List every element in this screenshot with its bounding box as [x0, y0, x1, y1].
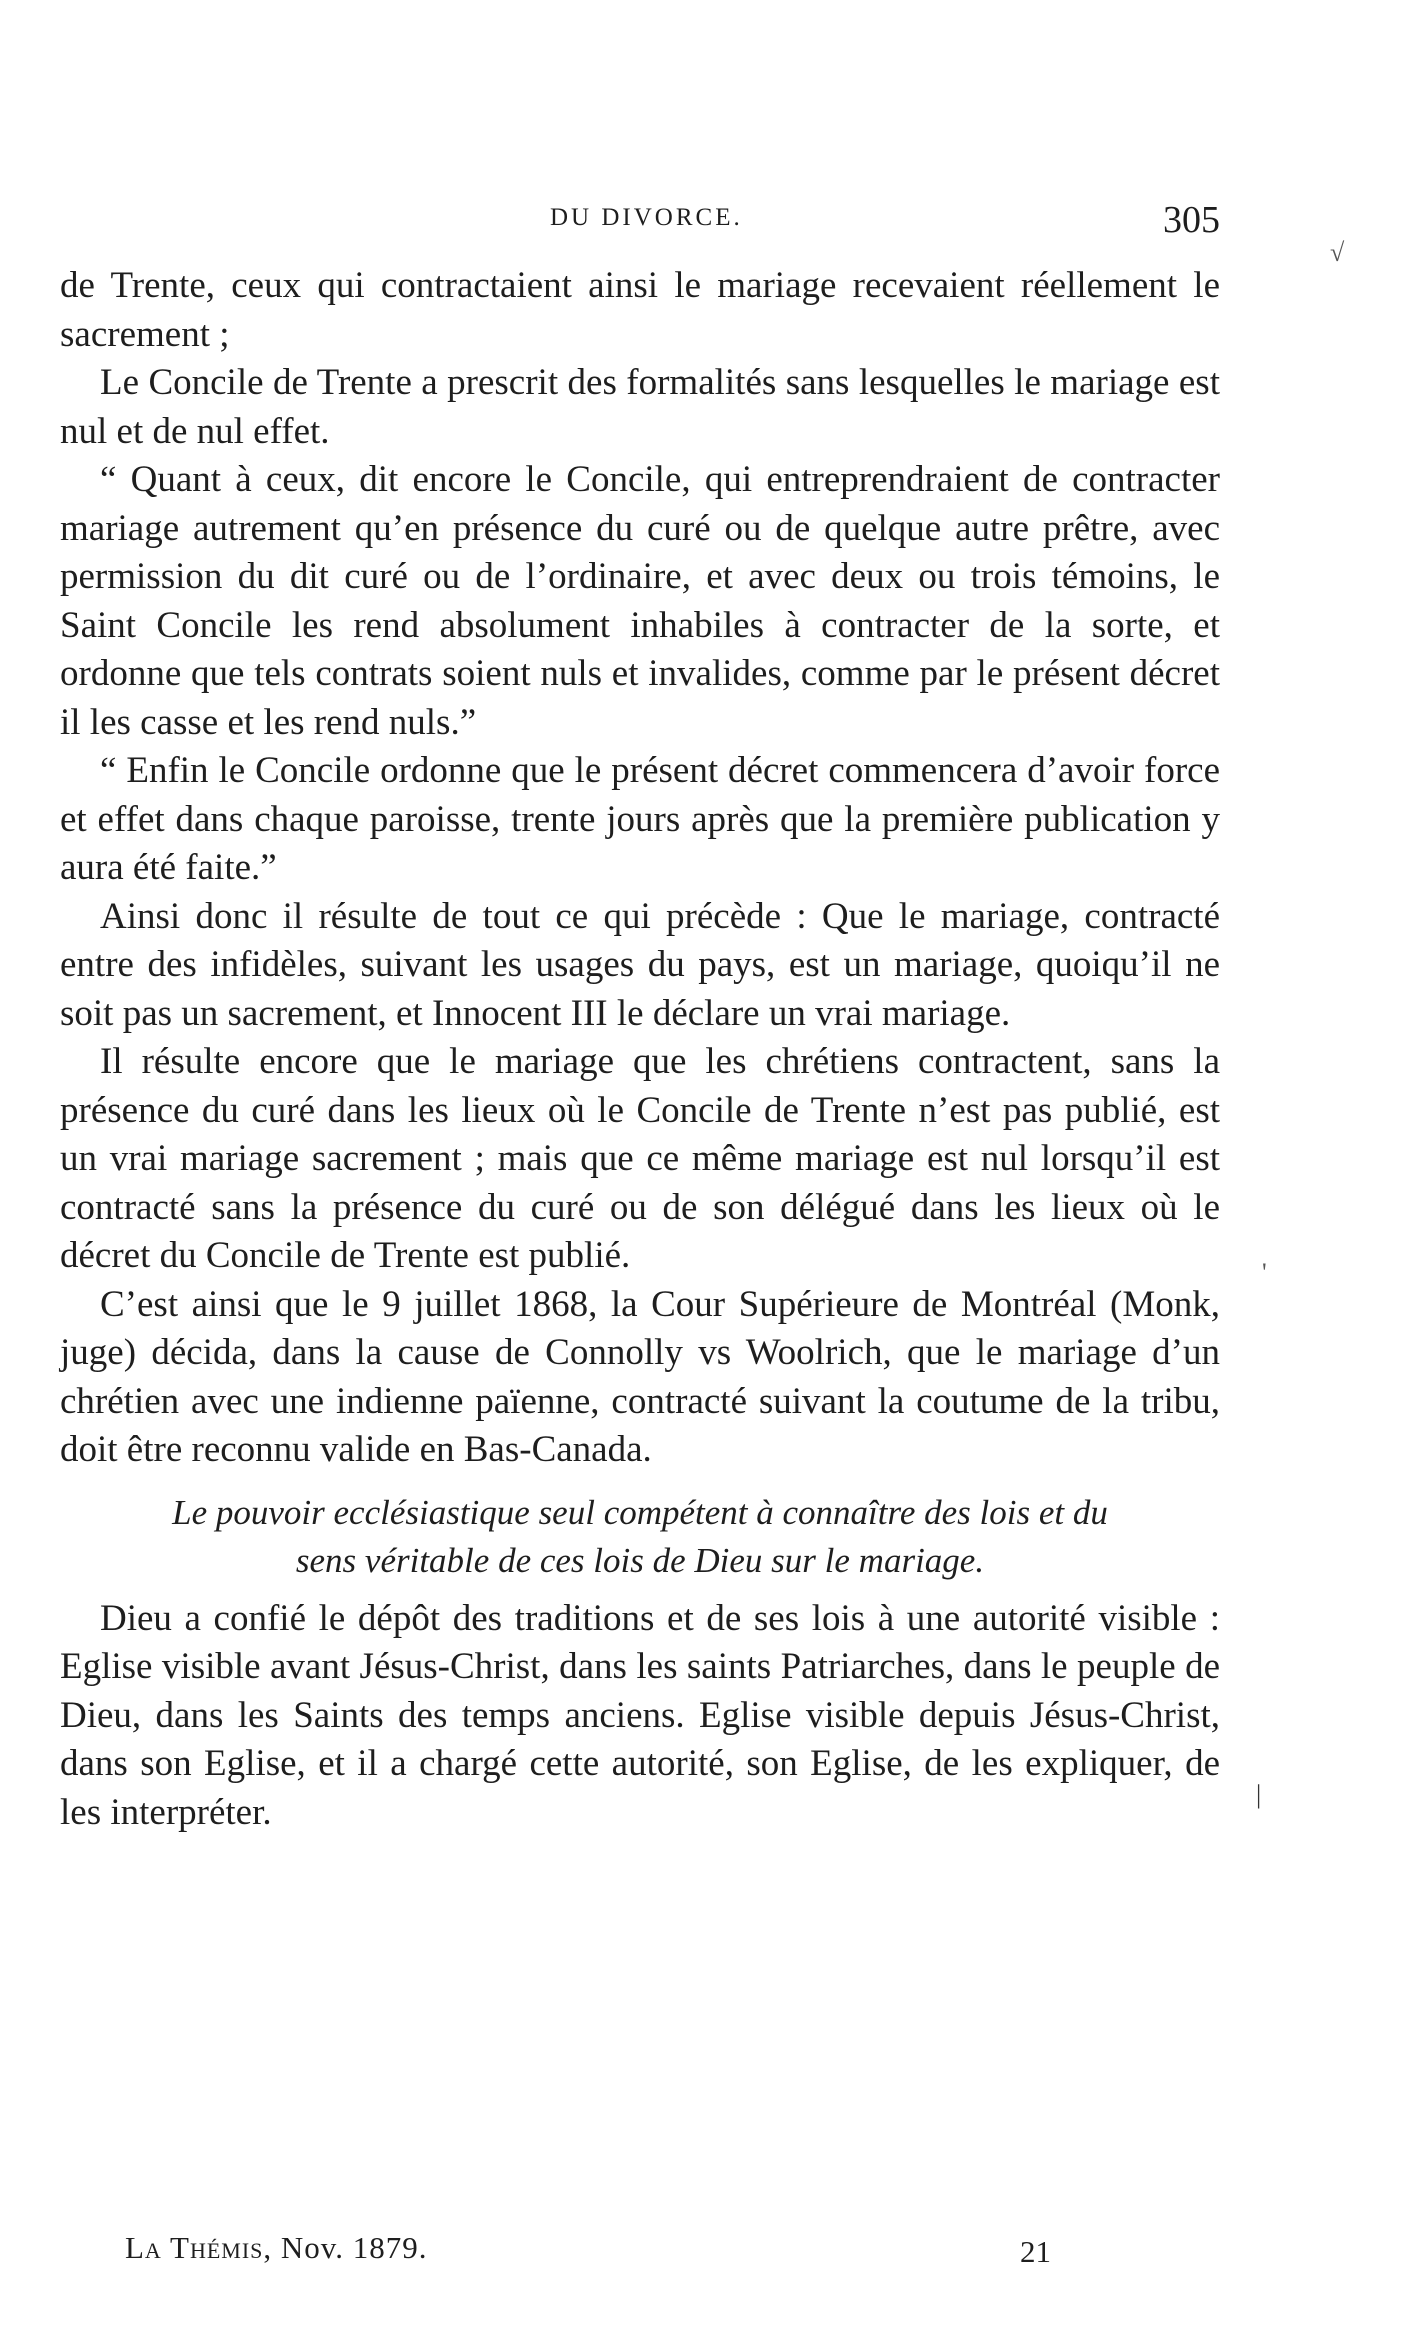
body-text [60, 262, 1220, 1837]
paragraph: “ Quant à ceux, dit encore le Concile, qui entreprendraient de contracter mariage autrement qu’en présence du curé ou de quelque autre prêtre, avec permission du dit curé ou de l’ordinaire, et avec deux ou trois témoins, le Saint Concile les rend absolument inhabiles à contracter de la sorte, et ordonne que tels contrats soient nuls et invalides, comme par le présent décret il les casse et les rend nuls.” [60, 459, 1220, 743]
paragraph: Il résulte encore que le mariage que les chrétiens contractent, sans la présence du curé dans les lieux où le Concile de Trente n’est pas publié, est un vrai mariage sacrement ; mais que ce même mariage est nul lorsqu’il est contracté sans la présence du curé ou de son délégué dans les lieux où le décret du Concile de Trente est publié. [60, 1041, 1220, 1276]
section-heading [100, 1489, 1180, 1585]
margin-bar: | [1256, 1780, 1262, 1809]
signature-mark: 21 [1020, 2234, 1051, 2269]
page-number: 305 [1163, 199, 1220, 241]
paragraph: Dieu a confié le dépôt des traditions et de ses lois à une autorité visible : Eglise visible avant Jésus-Christ, dans les saints Patriarches, dans le peuple de Dieu, dans les Saints des temps anciens. Eglise visible depuis Jésus-Christ, dans son Eglise, et il a chargé cette autorité, son Eglise, de les expliquer, de les interpréter. [60, 1597, 1220, 1833]
section-heading-line: sens véritable de ces lois de Dieu sur le mariage. [295, 1540, 985, 1580]
signature-journal: La Thémis [125, 2230, 264, 2265]
paragraph: Le Concile de Trente a prescrit des formalités sans lesquelles le mariage est nul et de nul effet. [60, 362, 1220, 452]
paragraph: de Trente, ceux qui contractaient ainsi le mariage recevaient réellement le sacrement ; [60, 265, 1220, 355]
section-heading-line: Le pouvoir ecclésiastique seul compétent à connaître des lois et du [172, 1492, 1108, 1532]
paragraph: “ Enfin le Concile ordonne que le présent décret commencera d’avoir force et effet dans chaque paroisse, trente jours après que la première publication y aura été faite.” [60, 750, 1220, 888]
signature-date: , Nov. 1879. [263, 2230, 428, 2265]
paragraph: C’est ainsi que le 9 juillet 1868, la Cour Supérieure de Montréal (Monk, juge) décida, dans la cause de Connolly vs Woolrich, que le mariage d’un chrétien avec une indienne païenne, contracté suivant la coutume de la tribu, doit être reconnu valide en Bas-Canada. [60, 1283, 1220, 1470]
margin-checkmark: √ [1330, 238, 1345, 267]
margin-tick: ' [1262, 1258, 1267, 1287]
running-title: DU DIVORCE. [550, 204, 743, 231]
running-head [60, 198, 1220, 246]
signature [125, 2230, 428, 2266]
paragraph: Ainsi donc il résulte de tout ce qui précède : Que le mariage, contracté entre des infidèles, suivant les usages du pays, est un mariage, quoiqu’il ne soit pas un sacrement, et Innocent III le déclare un vrai mariage. [60, 895, 1220, 1034]
page-footer [60, 2230, 1220, 2280]
